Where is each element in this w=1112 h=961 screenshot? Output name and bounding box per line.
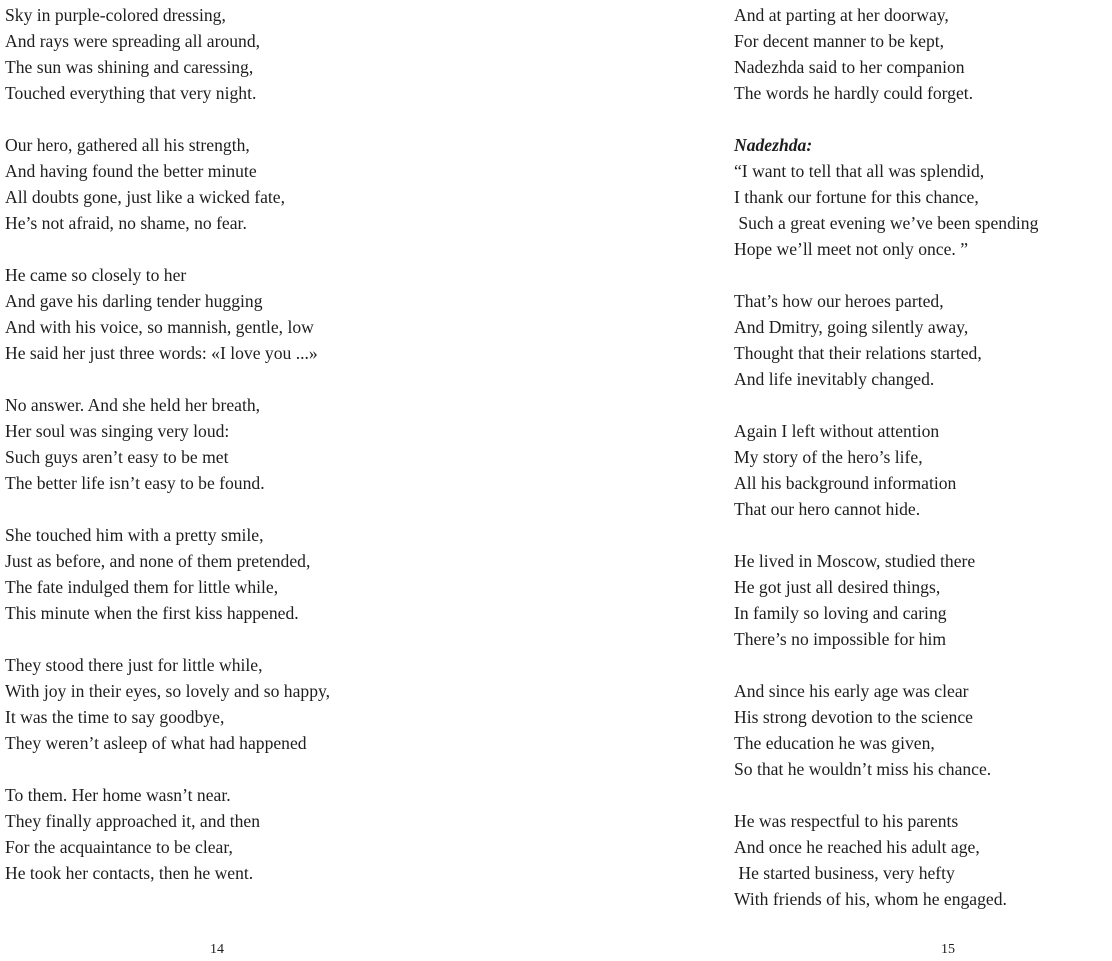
verse-line: That our hero cannot hide. — [734, 499, 921, 519]
verse-line: Touched everything that very night. — [5, 83, 257, 103]
verse-line: There’s no impossible for him — [734, 629, 947, 649]
verse-line: He took her contacts, then he went. — [5, 863, 254, 883]
verse-line: Just as before, and none of them pretended, — [5, 551, 311, 571]
verse-line: So that he wouldn’t miss his chance. — [734, 759, 992, 779]
stanza — [5, 392, 330, 496]
verse-line: The words he hardly could forget. — [734, 83, 974, 103]
right-poem — [734, 2, 1038, 938]
verse-line: He said her just three words: «I love you ...» — [5, 343, 318, 363]
verse-line: This minute when the first kiss happened. — [5, 603, 299, 623]
stanza — [734, 548, 1038, 652]
verse-line: Such a great evening we’ve been spending — [734, 213, 1039, 233]
verse-line: And rays were spreading all around, — [5, 31, 261, 51]
verse-line: My story of the hero’s life, — [734, 447, 923, 467]
stanza — [734, 2, 1038, 106]
verse-line: Nadezhda said to her companion — [734, 57, 965, 77]
verse-line: Sky in purple-colored dressing, — [5, 5, 226, 25]
right-page — [556, 0, 1112, 961]
stanza — [5, 132, 330, 236]
verse-line: Such guys aren’t easy to be met — [5, 447, 229, 467]
verse-line: For the acquaintance to be clear, — [5, 837, 233, 857]
verse-line: Again I left without attention — [734, 421, 940, 441]
stanza — [5, 782, 330, 886]
verse-line: In family so loving and caring — [734, 603, 947, 623]
verse-line: The fate indulged them for little while, — [5, 577, 279, 597]
verse-line: With joy in their eyes, so lovely and so happy, — [5, 681, 331, 701]
verse-line: Our hero, gathered all his strength, — [5, 135, 250, 155]
verse-line: And having found the better minute — [5, 161, 257, 181]
stanza — [734, 808, 1038, 912]
verse-line: And since his early age was clear — [734, 681, 969, 701]
verse-line: I thank our fortune for this chance, — [734, 187, 979, 207]
verse-line: For decent manner to be kept, — [734, 31, 945, 51]
speaker-label: Nadezhda: — [734, 135, 813, 155]
verse-line: Hope we’ll meet not only once. ” — [734, 239, 969, 259]
verse-line: And once he reached his adult age, — [734, 837, 980, 857]
verse-line: They finally approached it, and then — [5, 811, 261, 831]
verse-line: He came so closely to her — [5, 265, 187, 285]
verse-line: Thought that their relations started, — [734, 343, 982, 363]
verse-line: His strong devotion to the science — [734, 707, 973, 727]
stanza — [734, 288, 1038, 392]
stanza — [734, 132, 1038, 262]
verse-line: She touched him with a pretty smile, — [5, 525, 264, 545]
verse-line: All his background information — [734, 473, 957, 493]
stanza — [5, 652, 330, 756]
verse-line: They weren’t asleep of what had happened — [5, 733, 307, 753]
verse-line: To them. Her home wasn’t near. — [5, 785, 231, 805]
verse-line: Her soul was singing very loud: — [5, 421, 230, 441]
verse-line: “I want to tell that all was splendid, — [734, 161, 985, 181]
verse-line: And with his voice, so mannish, gentle, low — [5, 317, 314, 337]
verse-line: The better life isn’t easy to be found. — [5, 473, 265, 493]
verse-line: And gave his darling tender hugging — [5, 291, 263, 311]
verse-line: All doubts gone, just like a wicked fate, — [5, 187, 285, 207]
verse-line: The education he was given, — [734, 733, 935, 753]
verse-line: He got just all desired things, — [734, 577, 941, 597]
stanza — [5, 262, 330, 366]
stanza — [5, 522, 330, 626]
stanza — [734, 678, 1038, 782]
verse-line: He’s not afraid, no shame, no fear. — [5, 213, 247, 233]
verse-line: He started business, very hefty — [734, 863, 955, 883]
stanza — [5, 2, 330, 106]
verse-line: And at parting at her doorway, — [734, 5, 949, 25]
page-number: 15 — [941, 942, 955, 957]
page-number: 14 — [210, 942, 224, 957]
verse-line: The sun was shining and caressing, — [5, 57, 254, 77]
verse-line: He lived in Moscow, studied there — [734, 551, 976, 571]
verse-line: That’s how our heroes parted, — [734, 291, 944, 311]
verse-line: With friends of his, whom he engaged. — [734, 889, 1007, 909]
left-poem — [5, 2, 330, 912]
verse-line: And Dmitry, going silently away, — [734, 317, 969, 337]
verse-line: And life inevitably changed. — [734, 369, 935, 389]
verse-line: He was respectful to his parents — [734, 811, 959, 831]
verse-line: No answer. And she held her breath, — [5, 395, 261, 415]
verse-line: It was the time to say goodbye, — [5, 707, 225, 727]
stanza — [734, 418, 1038, 522]
verse-line: They stood there just for little while, — [5, 655, 263, 675]
